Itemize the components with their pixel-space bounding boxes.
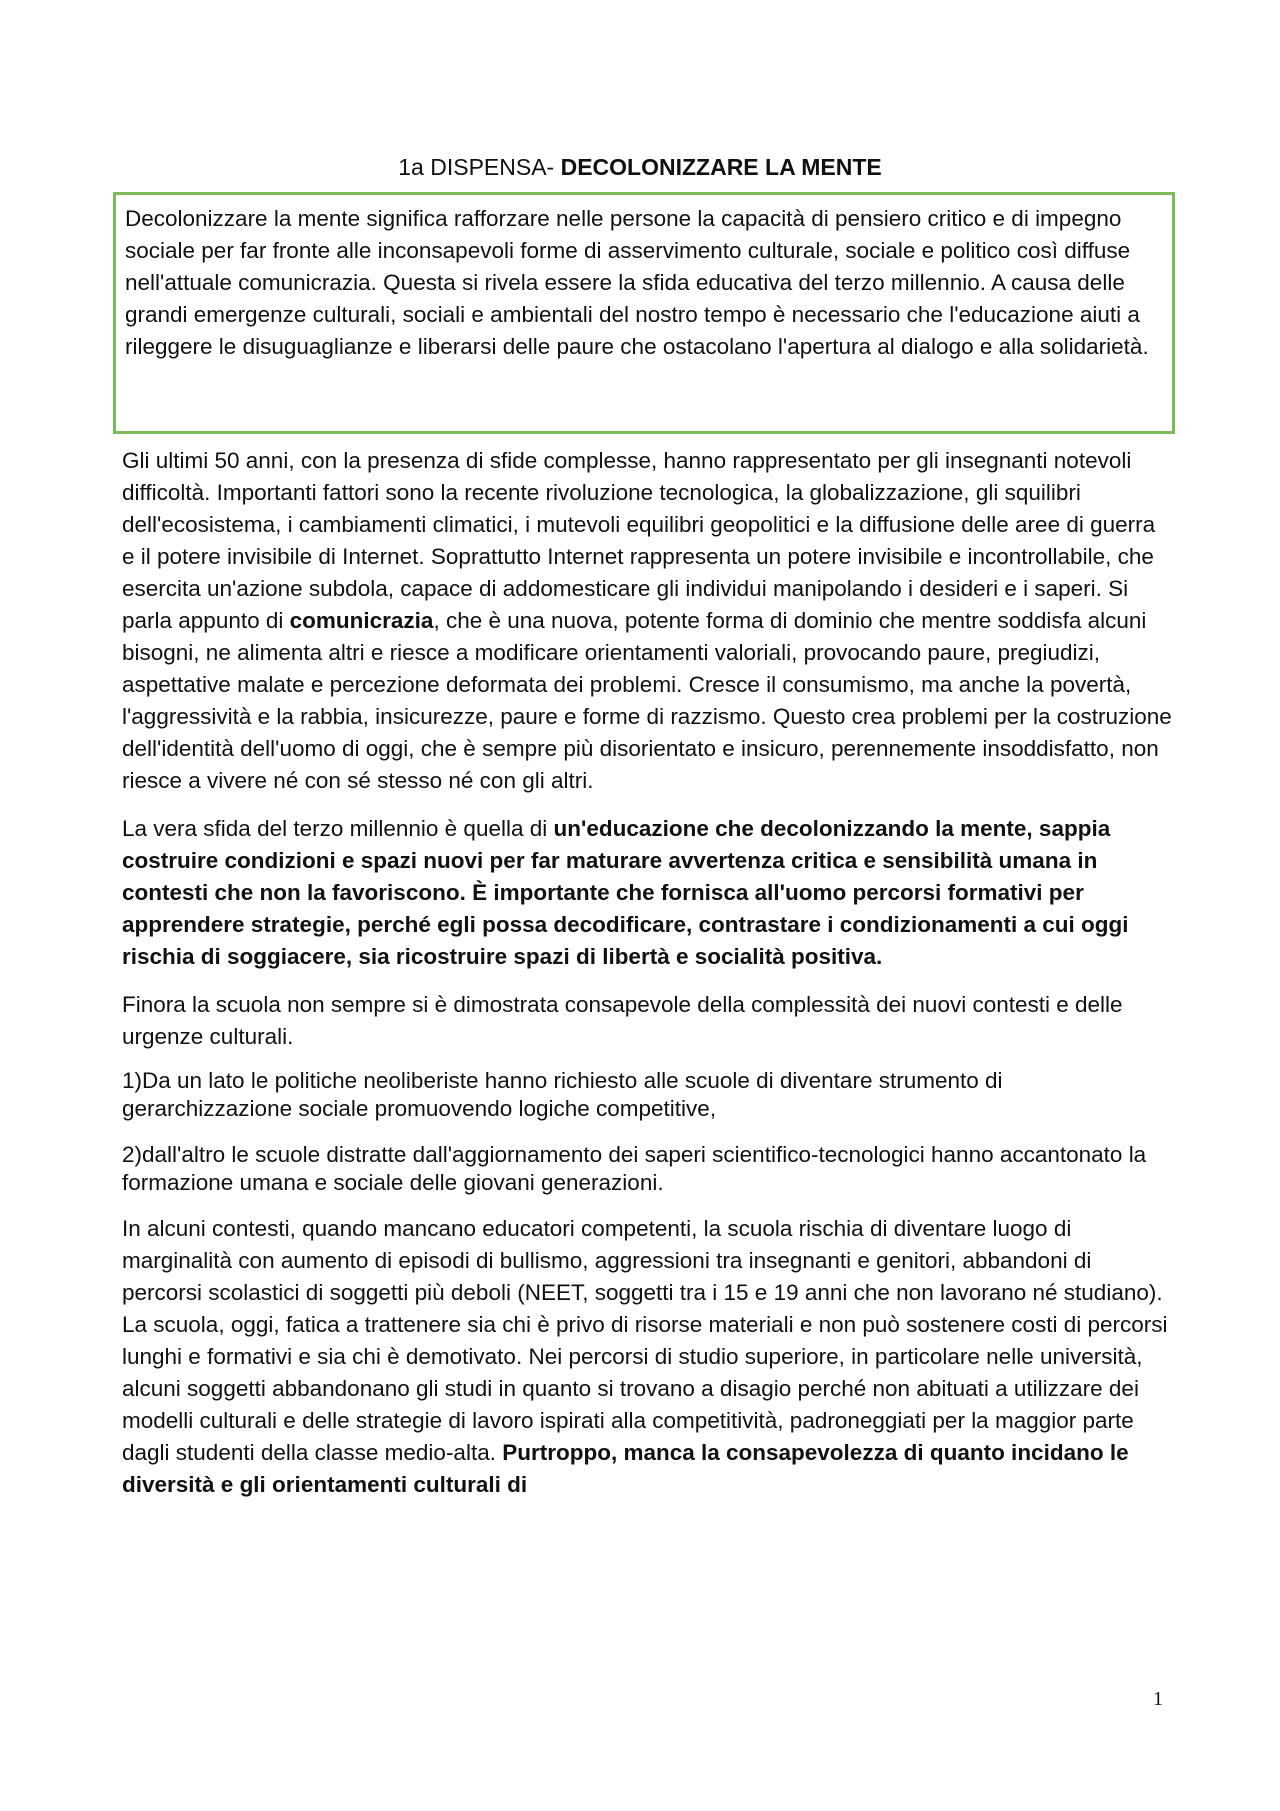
paragraph-4-bold: Purtroppo, manca la consapevolezza di quanto incidano le diversità e gli orientamenti culturali di bbox=[122, 1440, 1129, 1497]
page-number: 1 bbox=[1153, 1688, 1163, 1710]
paragraph-3: Finora la scuola non sempre si è dimostrata consapevole della complessità dei nuovi contesti e delle urgenze culturali. bbox=[122, 992, 1123, 1049]
summary-box bbox=[113, 192, 1175, 434]
page-title bbox=[0, 152, 1280, 182]
paragraph-4-part-a: In alcuni contesti, quando mancano educatori competenti, la scuola rischia di diventare luogo di marginalità con aumento di episodi di bullismo, aggressioni tra insegnanti e genitori, abbandoni di percorsi scolastici di soggetti più deboli (NEET, soggetti tra i 15 e 19 anni che non lavorano né studiano). La scuola, oggi, fatica a trattenere sia chi è privo di risorse materiali e non può sostenere costi di percorsi lunghi e formativi e sia chi è demotivato. Nei percorsi di studio superiore, in particolare nelle università, alcuni soggetti abbandonano gli studi in quanto si trovano a disagio perché non abituati a utilizzare dei modelli culturali e delle strategie di lavoro ispirati alla competitività, padroneggiati per la maggior parte dagli studenti della classe medio-alta. bbox=[122, 1216, 1168, 1465]
paragraph-1-part-b: , che è una nuova, potente forma di dominio che mentre soddisfa alcuni bisogni, ne alimenta altri e riesce a modificare orientamenti valoriali, provocando paure, pregiudizi, aspettative malate e percezione deformata dei problemi. Cresce il consumismo, ma anche la povertà, l'aggressività e la rabbia, insicurezze, paure e forme di razzismo. Questo crea problemi per la costruzione dell'identità dell'uomo di oggi, che è sempre più disorientato e insicuro, perennemente insoddisfatto, non riesce a vivere né con sé stesso né con gli altri. bbox=[122, 608, 1172, 793]
title-bold: DECOLONIZZARE LA MENTE bbox=[560, 154, 882, 180]
summary-text: Decolonizzare la mente significa rafforzare nelle persone la capacità di pensiero critico e di impegno sociale per far fronte alle inconsapevoli forme di asservimento culturale, sociale e politico così diffuse nell'attuale comunicrazia. Questa si rivela essere la sfida educativa del terzo millennio. A causa delle grandi emergenze culturali, sociali e ambientali del nostro tempo è necessario che l'educazione aiuti a rileggere le disuguaglianze e liberarsi delle paure che ostacolano l'apertura al dialogo e alla solidarietà. bbox=[125, 206, 1149, 359]
paragraph-1-part-a: Gli ultimi 50 anni, con la presenza di sfide complesse, hanno rappresentato per gli insegnanti notevoli difficoltà. Importanti fattori sono la recente rivoluzione tecnologica, la globalizzazione, gli squilibri dell'ecosistema, i cambiamenti climatici, i mutevoli equilibri geopolitici e la diffusione delle aree di guerra e il potere invisibile di Internet. Soprattutto Internet rappresenta un potere invisibile e incontrollabile, che esercita un'azione subdola, capace di addomesticare gli individui manipolando i desideri e i saperi. Si parla appunto di bbox=[122, 448, 1156, 633]
paragraph-2-bold: un'educazione che decolonizzando la mente, sappia costruire condizioni e spazi nuovi per far maturare avvertenza critica e sensibilità umana in contesti che non la favoriscono. È importante che fornisca all'uomo percorsi formativi per apprendere strategie, perché egli possa decodificare, contrastare i condizionamenti a cui oggi rischia di soggiacere, sia ricostruire spazi di libertà e socialità positiva. bbox=[122, 816, 1129, 969]
body-text bbox=[122, 445, 1172, 1501]
paragraph-1 bbox=[122, 445, 1172, 797]
paragraph-2-part-a: La vera sfida del terzo millennio è quella di bbox=[122, 816, 554, 841]
paragraph-1-bold: comunicrazia bbox=[289, 608, 434, 633]
paragraph-4 bbox=[122, 1213, 1172, 1501]
list-item-2: 2)dall'altro le scuole distratte dall'aggiornamento dei saperi scientifico-tecnologici hanno accantonato la formazione umana e sociale delle giovani generazioni. bbox=[122, 1142, 1147, 1195]
paragraph-2 bbox=[122, 813, 1172, 973]
list-item-1: 1)Da un lato le politiche neoliberiste hanno richiesto alle scuole di diventare strumento di gerarchizzazione sociale promuovendo logiche competitive, bbox=[122, 1068, 1003, 1121]
title-prefix: 1a DISPENSA- bbox=[398, 154, 561, 180]
